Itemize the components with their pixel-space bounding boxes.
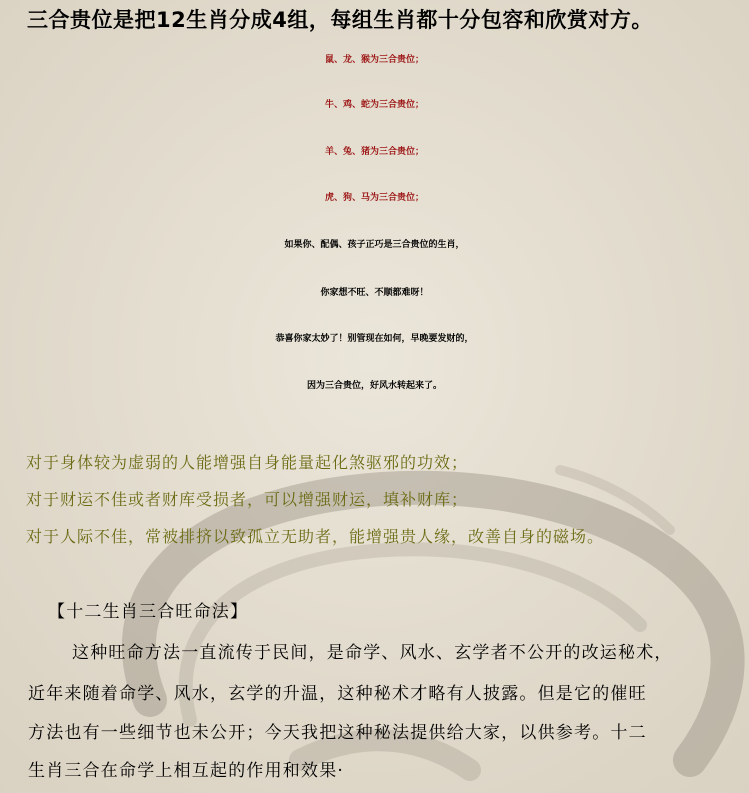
group-line: 牛、鸡、蛇为三合贵位； xyxy=(324,100,424,110)
paragraph-line: 生肖三合在命学上相互起的作用和效果· xyxy=(28,761,345,781)
group-line: 虎、狗、马为三合贵位； xyxy=(324,193,424,203)
message-line: 恭喜你家太妙了！别管现在如何，早晚要发财的， xyxy=(275,334,474,344)
group-line: 鼠、龙、猴为三合贵位； xyxy=(324,55,424,65)
paragraph-line: 这种旺命方法一直流传于民间，是命学、风水、玄学者不公开的改运秘术， xyxy=(72,643,673,663)
group-line: 羊、兔、猪为三合贵位； xyxy=(324,147,424,157)
message-line: 因为三合贵位，好风水转起来了。 xyxy=(306,381,442,391)
benefit-line: 对于身体较为虚弱的人能增强自身能量起化煞驱邪的功效； xyxy=(26,453,469,472)
intro-text: 三合贵位是把12生肖分成4组，每组生肖都十分包容和欣赏对方。 xyxy=(27,8,653,32)
benefit-line: 对于人际不佳，常被排挤以致孤立无助者，能增强贵人缘，改善自身的磁场。 xyxy=(26,527,605,546)
benefit-line: 对于财运不佳或者财库受损者，可以增强财运，填补财库； xyxy=(26,490,469,509)
section-title: 【十二生肖三合旺命法】 xyxy=(48,602,249,622)
message-line: 如果你、配偶、孩子正巧是三合贵位的生肖， xyxy=(284,240,465,250)
message-line: 你家想不旺、不顺都难呀！ xyxy=(320,288,429,298)
paragraph-line: 近年来随着命学、风水，玄学的升温，这种秘术才略有人披露。但是它的催旺 xyxy=(28,684,647,704)
paragraph-line: 方法也有一些细节也未公开；今天我把这种秘法提供给大家，以供参考。十二 xyxy=(28,723,647,743)
